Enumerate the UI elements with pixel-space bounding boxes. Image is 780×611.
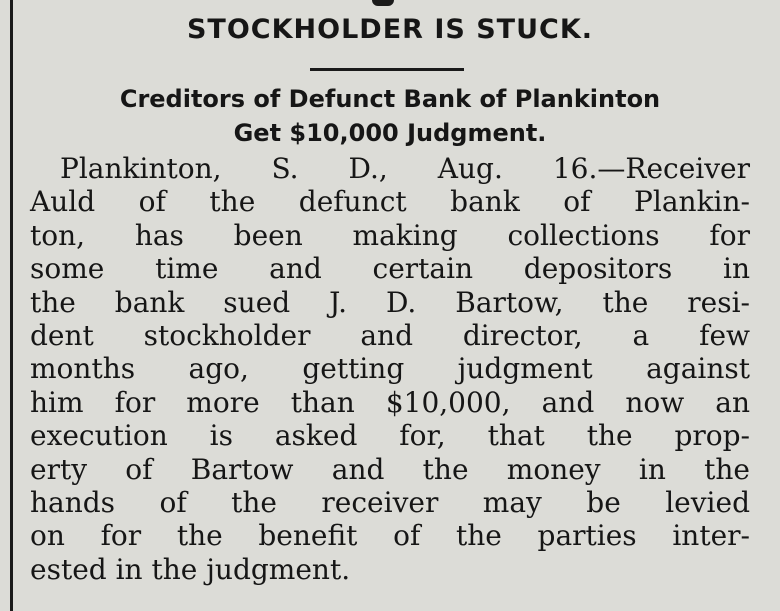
body-line: months ago, getting judgment against [30, 352, 750, 386]
column-ornament [372, 0, 394, 6]
body-line: execution is asked for, that the prop- [30, 419, 750, 453]
body-line: the bank sued J. D. Bartow, the resi- [30, 285, 750, 319]
body-line: ton, has been making collections for [30, 218, 750, 252]
body-line: hands of the receiver may be levied [30, 486, 750, 520]
body-line: him for more than $10,000, and now an [30, 385, 750, 419]
headline-divider [310, 68, 464, 71]
article-body [30, 152, 750, 586]
article-subhead [0, 82, 780, 150]
body-line: Plankinton, S. D., Aug. 16.—Receiver [60, 152, 750, 185]
article-headline: STOCKHOLDER IS STUCK. [186, 14, 594, 45]
body-line: Auld of the defunct bank of Plankin- [30, 185, 750, 219]
body-line: erty of Bartow and the money in the [30, 452, 750, 486]
body-line: some time and certain depositors in [30, 252, 750, 286]
body-line: dent stockholder and director, a few [30, 319, 750, 353]
body-line: ested in the judgment. [30, 552, 351, 586]
subhead-line: Get $10,000 Judgment. [233, 119, 547, 147]
body-line: on for the benefit of the parties inter- [30, 519, 750, 553]
subhead-line: Creditors of Defunct Bank of Plankinton [119, 85, 661, 113]
